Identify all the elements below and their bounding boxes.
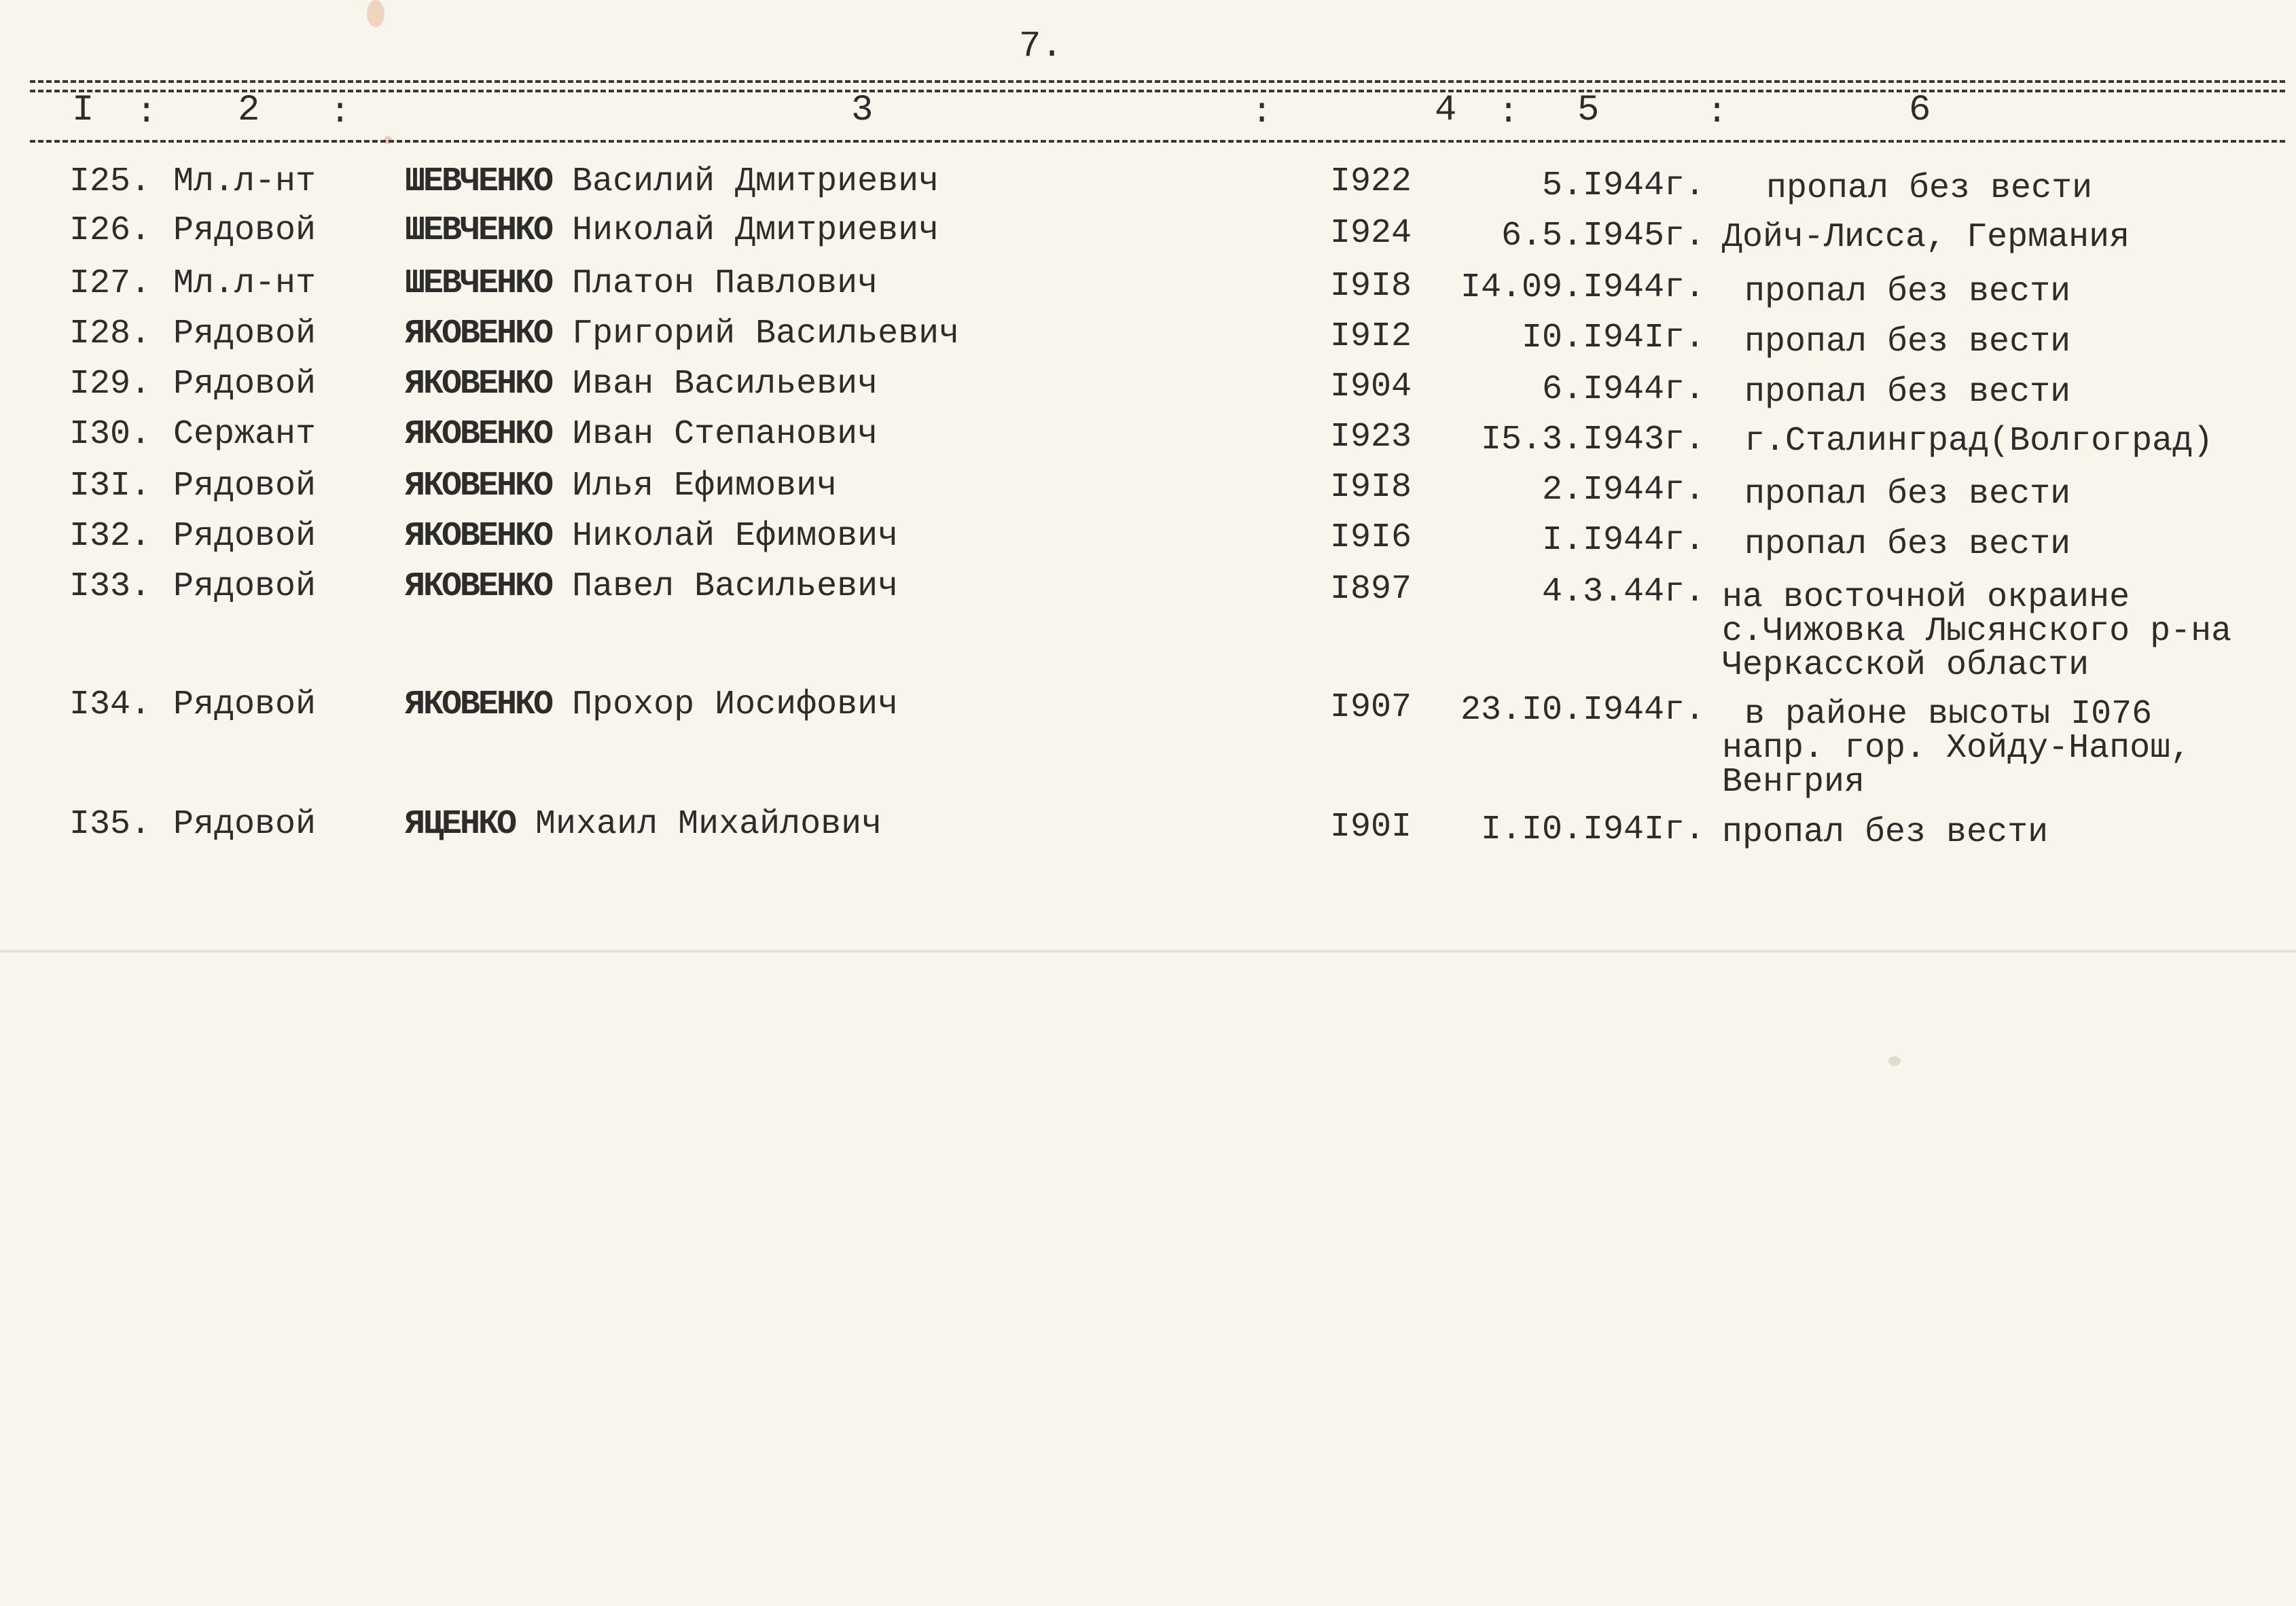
header-separator: : bbox=[1498, 92, 1520, 132]
row-number: I34. bbox=[69, 685, 151, 724]
row-date: 23.I0.I944г. bbox=[1460, 691, 1705, 730]
row-date: I.I0.I94Iг. bbox=[1480, 810, 1705, 849]
paper-stain bbox=[367, 0, 384, 27]
row-surname: ШЕВЧЕНКО bbox=[405, 211, 552, 250]
row-number: I25. bbox=[69, 162, 151, 201]
table-header-rule bbox=[30, 140, 2285, 143]
row-place: пропал без вести bbox=[1722, 813, 2049, 852]
row-given-name: Михаил Михайлович bbox=[535, 805, 882, 844]
row-number: I29. bbox=[69, 365, 151, 404]
row-place: пропал без вести bbox=[1744, 525, 2071, 564]
row-number: I33. bbox=[69, 567, 151, 606]
row-number: I26. bbox=[69, 211, 151, 250]
header-col-1: I bbox=[72, 90, 94, 131]
page-number: 7. bbox=[1019, 26, 1063, 67]
row-number: I35. bbox=[69, 805, 151, 844]
row-surname: ШЕВЧЕНКО bbox=[405, 162, 552, 201]
row-date: 4.3.44г. bbox=[1541, 573, 1705, 611]
header-separator: : bbox=[1706, 92, 1728, 132]
row-given-name: Иван Васильевич bbox=[572, 365, 878, 404]
row-rank: Рядовой bbox=[173, 315, 317, 353]
table-rule bbox=[30, 90, 2285, 92]
row-birth-year: I9I8 bbox=[1330, 468, 1412, 507]
row-birth-year: I9I6 bbox=[1330, 518, 1412, 557]
row-given-name: Иван Степанович bbox=[572, 415, 878, 454]
row-birth-year: I923 bbox=[1330, 418, 1412, 457]
row-given-name: Павел Васильевич bbox=[572, 567, 899, 606]
header-separator: : bbox=[1251, 92, 1273, 132]
row-place: пропал без вести bbox=[1766, 169, 2093, 208]
row-given-name: Платон Павлович bbox=[572, 264, 878, 303]
row-surname: ШЕВЧЕНКО bbox=[405, 264, 552, 303]
row-place: Венгрия bbox=[1722, 763, 1865, 802]
row-date: I0.I94Iг. bbox=[1521, 319, 1705, 357]
row-place: пропал без вести bbox=[1744, 475, 2071, 514]
row-place: пропал без вести bbox=[1744, 272, 2071, 311]
paper-stain bbox=[1888, 1056, 1901, 1066]
row-date: 6.5.I945г. bbox=[1501, 217, 1705, 255]
row-surname: ЯКОВЕНКО bbox=[405, 517, 552, 556]
row-given-name: Николай Дмитриевич bbox=[572, 211, 939, 250]
row-birth-year: I90I bbox=[1330, 808, 1412, 846]
header-col-5: 5 bbox=[1577, 90, 1600, 131]
row-surname: ЯКОВЕНКО bbox=[405, 467, 552, 505]
row-birth-year: I922 bbox=[1330, 162, 1412, 201]
row-place: напр. гор. Хойду-Напош, bbox=[1722, 729, 2191, 768]
row-place: г.Сталинград(Волгоград) bbox=[1744, 422, 2214, 461]
row-birth-year: I9I8 bbox=[1330, 267, 1412, 306]
row-number: I30. bbox=[69, 415, 151, 454]
row-date: I4.09.I944г. bbox=[1460, 268, 1705, 307]
row-surname: ЯКОВЕНКО bbox=[405, 315, 552, 353]
header-separator: : bbox=[136, 92, 158, 132]
row-birth-year: I907 bbox=[1330, 688, 1412, 727]
row-surname: ЯКОВЕНКО bbox=[405, 567, 552, 606]
row-place: на восточной окраине bbox=[1722, 578, 2130, 617]
row-number: I28. bbox=[69, 315, 151, 353]
row-rank: Рядовой bbox=[173, 805, 317, 844]
row-birth-year: I897 bbox=[1330, 570, 1412, 609]
row-place: пропал без вести bbox=[1744, 323, 2071, 361]
row-rank: Рядовой bbox=[173, 467, 317, 505]
row-place: в районе высоты I076 bbox=[1744, 695, 2153, 734]
row-rank: Рядовой bbox=[173, 211, 317, 250]
row-number: I27. bbox=[69, 264, 151, 303]
row-rank: Сержант bbox=[173, 415, 317, 454]
row-number: I3I. bbox=[69, 467, 151, 505]
row-rank: Рядовой bbox=[173, 365, 317, 404]
row-given-name: Илья Ефимович bbox=[572, 467, 838, 505]
row-number: I32. bbox=[69, 517, 151, 556]
row-date: 2.I944г. bbox=[1541, 471, 1705, 510]
row-surname: ЯКОВЕНКО bbox=[405, 365, 552, 404]
row-birth-year: I9I2 bbox=[1330, 317, 1412, 356]
header-col-6: 6 bbox=[1909, 90, 1931, 131]
page-fold-line bbox=[0, 950, 2296, 952]
table-top-rule bbox=[30, 80, 2285, 83]
row-place: Дойч-Лисса, Германия bbox=[1722, 218, 2130, 257]
row-place: пропал без вести bbox=[1744, 373, 2071, 412]
row-given-name: Прохор Иосифович bbox=[572, 685, 899, 724]
header-col-4: 4 bbox=[1435, 90, 1457, 131]
row-rank: Мл.л-нт bbox=[173, 264, 317, 303]
header-col-2: 2 bbox=[238, 90, 260, 131]
row-given-name: Григорий Васильевич bbox=[572, 315, 960, 353]
row-surname: ЯКОВЕНКО bbox=[405, 415, 552, 454]
row-place: Черкасской области bbox=[1722, 646, 2089, 685]
row-birth-year: I904 bbox=[1330, 368, 1412, 406]
row-rank: Рядовой bbox=[173, 567, 317, 606]
header-separator: : bbox=[329, 92, 351, 132]
row-given-name: Николай Ефимович bbox=[572, 517, 899, 556]
header-col-3: 3 bbox=[851, 90, 874, 131]
row-surname: ЯКОВЕНКО bbox=[405, 685, 552, 724]
row-birth-year: I924 bbox=[1330, 214, 1412, 253]
row-place: с.Чижовка Лысянского р-на bbox=[1722, 612, 2232, 651]
row-date: 5.I944г. bbox=[1541, 166, 1705, 205]
row-date: I.I944г. bbox=[1541, 521, 1705, 560]
row-surname: ЯЦЕНКО bbox=[405, 805, 516, 844]
row-rank: Рядовой bbox=[173, 517, 317, 556]
row-rank: Рядовой bbox=[173, 685, 317, 724]
row-given-name: Василий Дмитриевич bbox=[572, 162, 939, 201]
row-rank: Мл.л-нт bbox=[173, 162, 317, 201]
row-date: I5.3.I943г. bbox=[1480, 421, 1705, 459]
row-date: 6.I944г. bbox=[1541, 370, 1705, 409]
